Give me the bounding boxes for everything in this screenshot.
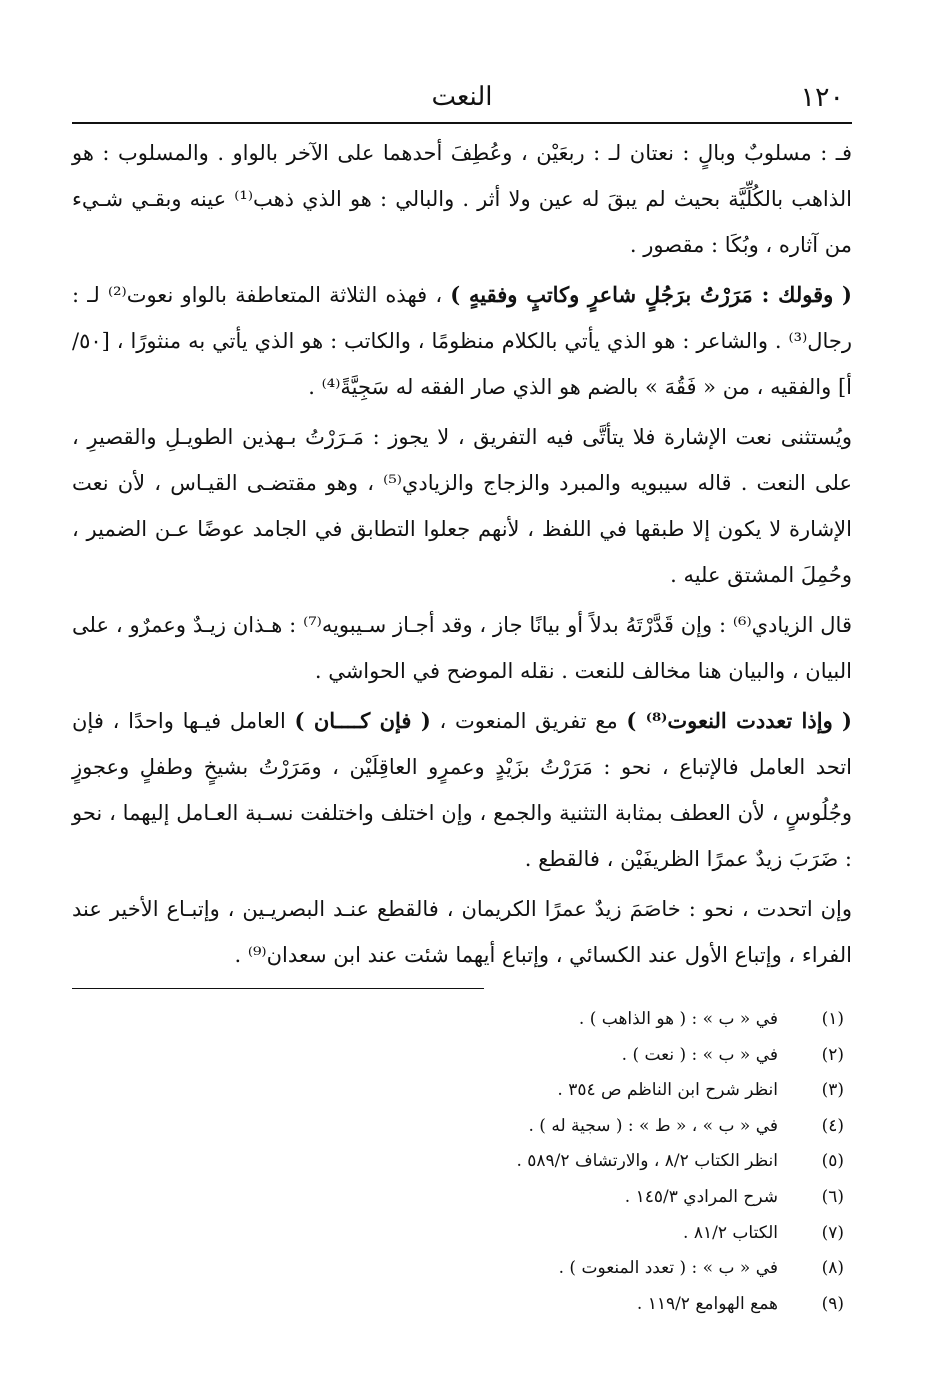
footnote — [72, 1251, 852, 1287]
text-segment: ، فهذه الثلاثة المتعاطفة بالواو نعوت⁽²⁾ لـ : رجال⁽³⁾ . والشاعر : هو الذي يأتي بالكلام منظومًا ، والكاتب : هو الذي يأتي به منثورًا ، [٥٠/أ] والفقيه ، من « فَقُهَ » بالضم هو الذي صار الفقه له سَجِيَّةً⁽⁴⁾ . — [72, 283, 852, 399]
bold-phrase: ( وإذا تعددت النعوت⁽⁸⁾ ) — [626, 708, 852, 733]
footnote-text: انظر الكتاب ٨/٢ ، والارتشاف ٥٨٩/٢ . — [516, 1151, 778, 1172]
footnote-text: الكتاب ٨١/٢ . — [683, 1222, 778, 1243]
bold-phrase: ( وقولك : مَرَرْتُ برَجُلٍ شاعرٍ وكاتبٍ وفقيهٍ ) — [450, 282, 852, 307]
paragraph-p4 — [72, 602, 852, 694]
page-header — [72, 82, 852, 122]
footnote — [72, 1216, 852, 1252]
footnote — [72, 1002, 852, 1038]
footnote — [72, 1287, 852, 1323]
footnote — [72, 1144, 852, 1180]
text-segment: وإن اتحدت ، نحو : خاصَمَ زيدٌ عمرًا الكريمان ، فالقطع عنـد البصريـين ، وإتبـاع الأخير عند الفراء ، وإتباع الأول عند الكسائي ، وإتباع أيهما شئت عند ابن سعدان⁽⁹⁾ . — [72, 897, 852, 967]
footnote-text: شرح المرادي ١٤٥/٣ . — [624, 1186, 778, 1207]
footnotes — [72, 1002, 852, 1322]
footnote-text: همع الهوامع ١١٩/٢ . — [636, 1293, 778, 1314]
footnote-number: (٦) — [821, 1186, 844, 1207]
running-title: النعت — [431, 82, 493, 112]
footnote — [72, 1109, 852, 1145]
paragraph-p6 — [72, 886, 852, 978]
footnote-separator — [72, 988, 484, 989]
footnote-number: (٣) — [821, 1080, 844, 1101]
text-segment: مع تفريق المنعوت ، — [430, 709, 627, 733]
bold-phrase: ( فإن كــــان ) — [294, 708, 431, 733]
footnote-number: (٧) — [821, 1222, 844, 1243]
text-segment: فـ : مسلوبٌ وبالٍ : نعتان لـ : ربعَيْن ، وعُطِفَ أحدهما على الآخر بالواو . والمسلوب : هو الذاهب بالكُلِّيَّة بحيث لم يبقَ له عين ولا أثر . والبالي : هو الذي ذهب⁽¹⁾ عينه وبقـي شـيء من آثاره ، وبُكَا : مقصور . — [72, 141, 852, 257]
book-page — [72, 82, 852, 1362]
footnote-number: (١) — [821, 1009, 844, 1029]
footnote-text: في « ب » : ( نعت ) . — [621, 1044, 778, 1065]
footnote — [72, 1038, 852, 1074]
text-segment: ويُستثنى نعت الإشارة فلا يتأتَّى فيه التفريق ، لا يجوز : مَـرَرْتُ بـهذين الطويـلِ والقصيرِ ، على النعت . قاله سيبويه والمبرد والزجاج والزيادي⁽⁵⁾ ، وهو مقتضـى القيـاس ، لأن نعت الإشارة لا يكون إلا طبقها في اللفظ ، لأنهم جعلوا التطابق في الجامد عوضًا عـن الضمير ، وحُمِلَ المشتق عليه . — [72, 425, 852, 587]
footnote-number: (٩) — [821, 1293, 844, 1314]
paragraph-p3 — [72, 414, 852, 598]
text-segment: العامل فيـها واحدًا ، فإن اتحد العامل فالإتباع ، نحو : مَرَرْتُ بزَيْدٍ وعمرٍو العاقِلَيْن ، ومَرَرْتُ بشيخٍ وطفلٍ وعجوزٍ وجُلُوسٍ ، لأن العطف بمثابة التثنية والجمع ، وإن اختلف واختلفت نسـبة العـامل إليهما ، نحو : ضَرَبَ زيدٌ عمرًا الظريفَيْن ، فالقطع . — [72, 709, 852, 871]
text-segment: قال الزيادي⁽⁶⁾ : وإن قَدَّرْتَهُ بدلاً أو بيانًا جاز ، وقد أجـاز سـيبويه⁽⁷⁾ : هـذان زيـدٌ وعمرٌو ، على البيان ، والبيان هنا مخالف للنعت . نقله الموضح في الحواشي . — [72, 613, 852, 683]
header-rule — [72, 122, 852, 124]
paragraph-p5 — [72, 698, 852, 882]
footnote — [72, 1180, 852, 1216]
footnote-text: في « ب » ، « ط » : ( سجية له ) . — [528, 1115, 778, 1136]
paragraph-p1 — [72, 130, 852, 268]
paragraph-p2 — [72, 272, 852, 410]
footnote-number: (٨) — [821, 1258, 844, 1279]
footnote-text: في « ب » : ( تعدد المنعوت ) . — [558, 1258, 778, 1279]
footnote-number: (٤) — [821, 1115, 844, 1136]
footnote-text: انظر شرح ابن الناظم ص ٣٥٤ . — [557, 1080, 778, 1101]
footnote-number: (٢) — [821, 1044, 844, 1065]
page-number: ١٢٠ — [800, 82, 844, 113]
footnote-number: (٥) — [821, 1151, 844, 1172]
main-text — [72, 130, 852, 982]
footnote-text: في « ب » : ( هو الذاهب ) . — [578, 1009, 778, 1029]
footnote — [72, 1073, 852, 1109]
